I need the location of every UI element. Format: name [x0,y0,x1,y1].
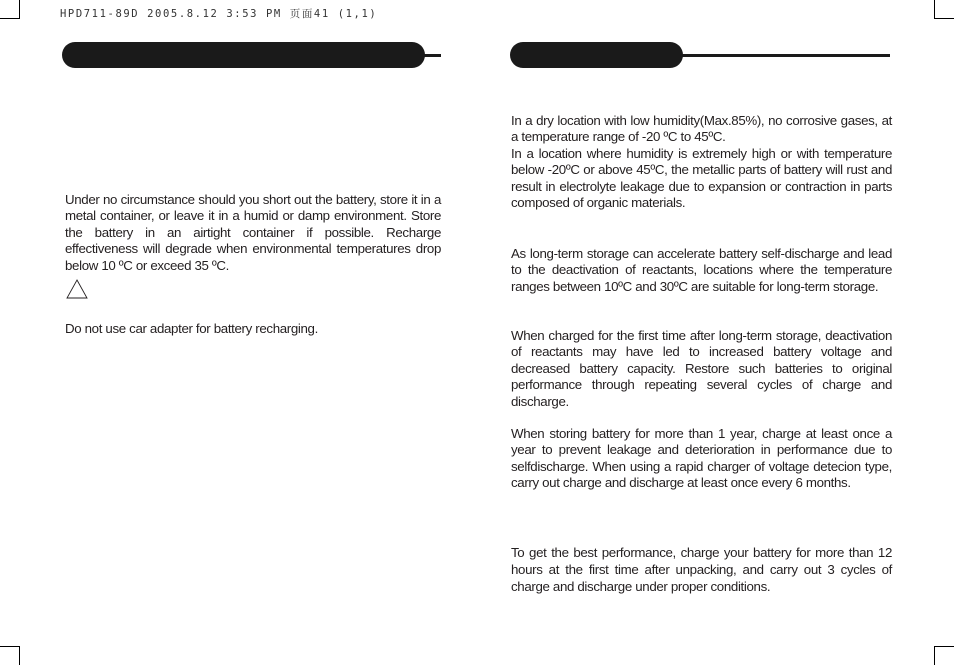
right-title-bar [510,42,683,68]
crop-mark-bottom-left-v [19,646,20,665]
right-column-block-4 [511,426,892,492]
crop-mark-bottom-right-h [934,646,954,647]
right-paragraph-dry-location: In a dry location with low humidity(Max.85%), no corrosive gases, at a temperature range of -20 ºC to 45ºC. [511,113,892,145]
crop-mark-top-right-v [934,0,935,19]
right-paragraph-long-term-storage: As long-term storage can accelerate battery self-discharge and lead to the deactivation of reactants, locations where the temperature ranges between 10ºC and 30ºC are suitable for long-term storage. [511,246,892,294]
left-paragraph-car-adapter: Do not use car adapter for battery recharging. [65,321,318,336]
left-title-bar [62,42,425,68]
crop-mark-bottom-right-v [934,646,935,665]
left-column-note [65,321,441,337]
crop-mark-top-left-h [0,18,19,19]
crop-mark-top-left-v [19,0,20,19]
right-column-block-5 [511,544,892,596]
right-column-block-2 [511,246,892,295]
right-column-block-1 [511,113,892,211]
left-column [65,192,441,274]
right-paragraph-best-performance: To get the best performance, charge your battery for more than 12 hours at the first time after unpacking, and carry out 3 cycles of charge and discharge under proper conditions. [511,545,892,595]
right-paragraph-yearly-charge: When storing battery for more than 1 year, charge at least once a year to prevent leakage and deterioration in performance due to selfdischarge. When using a rapid charger of voltage detecion type, carry out charge and discharge at least once every 6 months. [511,426,892,491]
right-title-rule [676,54,890,57]
left-paragraph-storage-warning: Under no circumstance should you short out the battery, store it in a metal container, or leave it in a humid or damp environment. Store the battery in an airtight container if possible. Recharge effectiveness will degrade when environmental temperatures drop below 10 ºC or exceed 35 ºC. [65,192,441,273]
right-column-block-3 [511,328,892,410]
crop-mark-bottom-left-h [0,646,19,647]
right-paragraph-first-charge: When charged for the first time after long-term storage, deactivation of reactants may have led to increased battery voltage and decreased battery capacity. Restore such batteries to original performance through repeating several cycles of charge and discharge. [511,328,892,409]
crop-mark-top-right-h [934,18,954,19]
print-header: HPD711-89D 2005.8.12 3:53 PM 页面41 (1,1) [60,8,378,20]
right-paragraph-humid-location: In a location where humidity is extremely high or with temperature below -20ºC or above 45ºC, the metallic parts of battery will rust and result in electrolyte leakage due to expansion or contraction in parts composed of organic materials. [511,145,892,211]
warning-triangle-icon [66,279,88,299]
